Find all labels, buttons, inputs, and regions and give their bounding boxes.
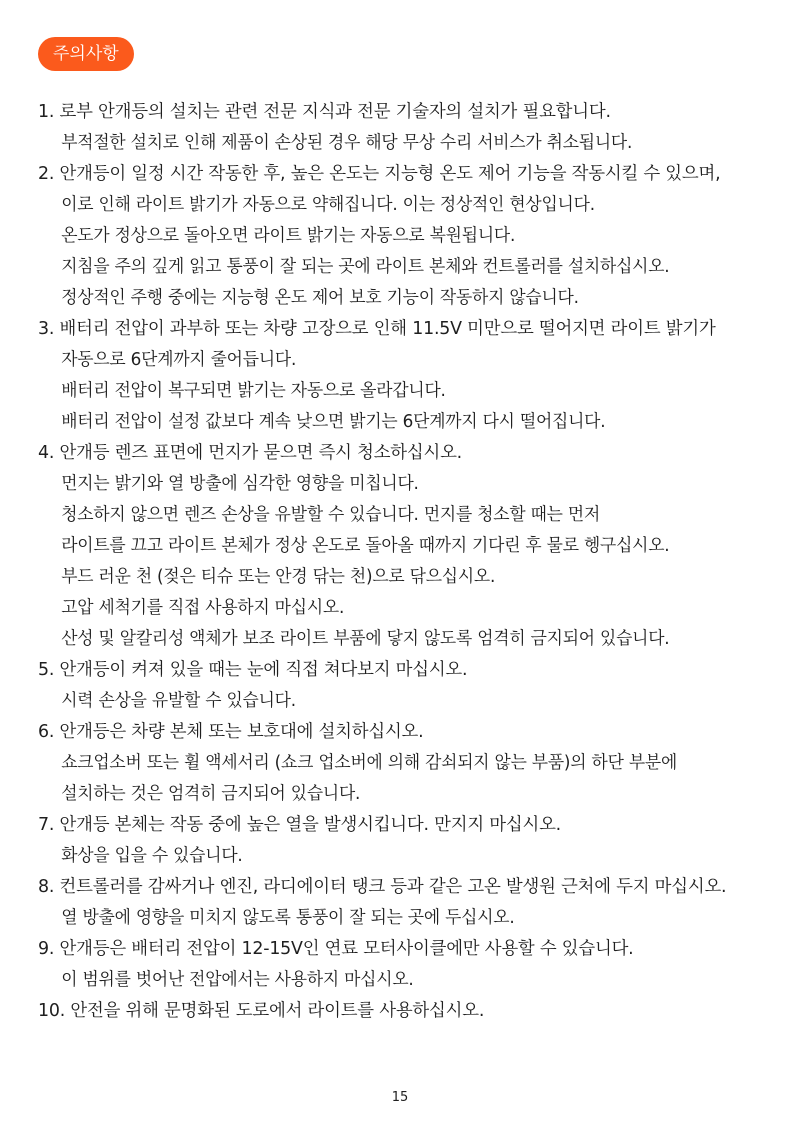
caution-list xyxy=(38,97,778,1027)
caution-item-text: 열 방출에 영향을 미치지 않도록 통풍이 잘 되는 곳에 두십시오. xyxy=(61,908,515,928)
caution-item-number: 7. xyxy=(38,815,55,835)
caution-item xyxy=(38,934,778,996)
caution-item-line xyxy=(38,903,754,934)
caution-item-number: 6. xyxy=(38,722,55,742)
caution-item xyxy=(38,810,778,872)
caution-item-text: 청소하지 않으면 렌즈 손상을 유발할 수 있습니다. 먼지를 청소할 때는 먼저 xyxy=(61,505,601,525)
caution-item-number: 5. xyxy=(38,660,55,680)
caution-item-line xyxy=(38,779,754,810)
caution-item-line xyxy=(38,128,754,159)
caution-item-line xyxy=(38,624,754,655)
caution-item-text: 화상을 입을 수 있습니다. xyxy=(61,846,243,866)
caution-item-text: 안전을 위해 문명화된 도로에서 라이트를 사용하십시오. xyxy=(70,1001,485,1021)
caution-item-line xyxy=(38,252,754,283)
caution-item-text: 이로 인해 라이트 밝기가 자동으로 약해집니다. 이는 정상적인 현상입니다. xyxy=(61,195,595,215)
caution-item-text: 컨트롤러를 감싸거나 엔진, 라디에이터 탱크 등과 같은 고온 발생원 근처에 두지 마십시오. xyxy=(59,877,727,897)
caution-item-text: 배터리 전압이 과부하 또는 차량 고장으로 인해 11.5V 미만으로 떨어지면 라이트 밝기가 xyxy=(59,319,716,339)
caution-item-number: 4. xyxy=(38,443,55,463)
caution-item-text: 로부 안개등의 설치는 관련 전문 지식과 전문 기술자의 설치가 필요합니다. xyxy=(59,102,611,122)
caution-item-text: 먼지는 밝기와 열 방출에 심각한 영향을 미칩니다. xyxy=(61,474,419,494)
caution-item-text: 안개등은 배터리 전압이 12-15V인 연료 모터사이클에만 사용할 수 있습니다. xyxy=(59,939,634,959)
caution-item-line xyxy=(38,593,754,624)
caution-item xyxy=(38,314,778,438)
caution-item-line xyxy=(38,376,754,407)
caution-item-text: 배터리 전압이 설정 값보다 계속 낮으면 밝기는 6단계까지 다시 떨어집니다. xyxy=(61,412,606,432)
caution-item-first-line xyxy=(38,717,778,748)
caution-item-number: 1. xyxy=(38,102,55,122)
caution-item-text: 쇼크업소버 또는 휠 액세서리 (쇼크 업소버에 의해 감쇠되지 않는 부품)의 하단 부분에 xyxy=(61,753,678,773)
caution-item-line xyxy=(38,686,754,717)
caution-item-number: 9. xyxy=(38,939,55,959)
caution-item-line xyxy=(38,190,754,221)
caution-item xyxy=(38,97,778,159)
caution-item xyxy=(38,872,778,934)
caution-item-line xyxy=(38,283,754,314)
caution-item xyxy=(38,159,778,314)
caution-item-number: 2. xyxy=(38,164,55,184)
caution-item-first-line xyxy=(38,996,778,1027)
caution-item-first-line xyxy=(38,97,778,128)
caution-item-text: 산성 및 알칼리성 액체가 보조 라이트 부품에 닿지 않도록 엄격히 금지되어 있습니다. xyxy=(61,629,670,649)
caution-item-first-line xyxy=(38,872,778,903)
caution-item-line xyxy=(38,748,754,779)
caution-item-text: 고압 세척기를 직접 사용하지 마십시오. xyxy=(61,598,345,618)
caution-item-first-line xyxy=(38,655,778,686)
caution-item xyxy=(38,655,778,717)
page-number: 15 xyxy=(391,1090,409,1105)
caution-item-text: 안개등 본체는 작동 중에 높은 열을 발생시킵니다. 만지지 마십시오. xyxy=(59,815,561,835)
caution-item-first-line xyxy=(38,934,778,965)
caution-item-number: 3. xyxy=(38,319,55,339)
caution-item-line xyxy=(38,562,754,593)
caution-item-number: 10. xyxy=(38,1001,66,1021)
caution-item-text: 정상적인 주행 중에는 지능형 온도 제어 보호 기능이 작동하지 않습니다. xyxy=(61,288,579,308)
caution-item-line xyxy=(38,345,754,376)
caution-item-first-line xyxy=(38,438,778,469)
caution-item-first-line xyxy=(38,314,778,345)
caution-item-line xyxy=(38,407,754,438)
caution-item-text: 설치하는 것은 엄격히 금지되어 있습니다. xyxy=(61,784,361,804)
caution-item-text: 안개등이 켜져 있을 때는 눈에 직접 쳐다보지 마십시오. xyxy=(59,660,468,680)
caution-item xyxy=(38,717,778,810)
caution-item-line xyxy=(38,469,754,500)
caution-item-text: 안개등은 차량 본체 또는 보호대에 설치하십시오. xyxy=(59,722,424,742)
caution-item-text: 온도가 정상으로 돌아오면 라이트 밝기는 자동으로 복원됩니다. xyxy=(61,226,516,246)
caution-item-line xyxy=(38,531,754,562)
caution-item-first-line xyxy=(38,159,778,190)
caution-item-text: 이 범위를 벗어난 전압에서는 사용하지 마십시오. xyxy=(61,970,414,990)
caution-item-text: 부적절한 설치로 인해 제품이 손상된 경우 해당 무상 수리 서비스가 취소됩니다. xyxy=(61,133,633,153)
caution-item-line xyxy=(38,500,754,531)
caution-item-text: 안개등 렌즈 표면에 먼지가 묻으면 즉시 청소하십시오. xyxy=(59,443,463,463)
caution-item-first-line xyxy=(38,810,778,841)
section-title-badge: 주의사항 xyxy=(38,37,134,71)
caution-item-text: 시력 손상을 유발할 수 있습니다. xyxy=(61,691,296,711)
caution-item-text: 부드 러운 천 (젖은 티슈 또는 안경 닦는 천)으로 닦으십시오. xyxy=(61,567,496,587)
caution-item-number: 8. xyxy=(38,877,55,897)
caution-item-text: 라이트를 끄고 라이트 본체가 정상 온도로 돌아올 때까지 기다린 후 물로 헹구십시오. xyxy=(61,536,670,556)
caution-item-text: 지침을 주의 깊게 읽고 통풍이 잘 되는 곳에 라이트 본체와 컨트롤러를 설치하십시오. xyxy=(61,257,670,277)
caution-item-text: 자동으로 6단계까지 줄어듭니다. xyxy=(61,350,297,370)
caution-item-line xyxy=(38,221,754,252)
caution-item-text: 배터리 전압이 복구되면 밝기는 자동으로 올라갑니다. xyxy=(61,381,446,401)
caution-item xyxy=(38,996,778,1027)
caution-item-text: 안개등이 일정 시간 작동한 후, 높은 온도는 지능형 온도 제어 기능을 작동시킬 수 있으며, xyxy=(59,164,721,184)
caution-item-line xyxy=(38,965,754,996)
caution-item-line xyxy=(38,841,754,872)
caution-item xyxy=(38,438,778,655)
